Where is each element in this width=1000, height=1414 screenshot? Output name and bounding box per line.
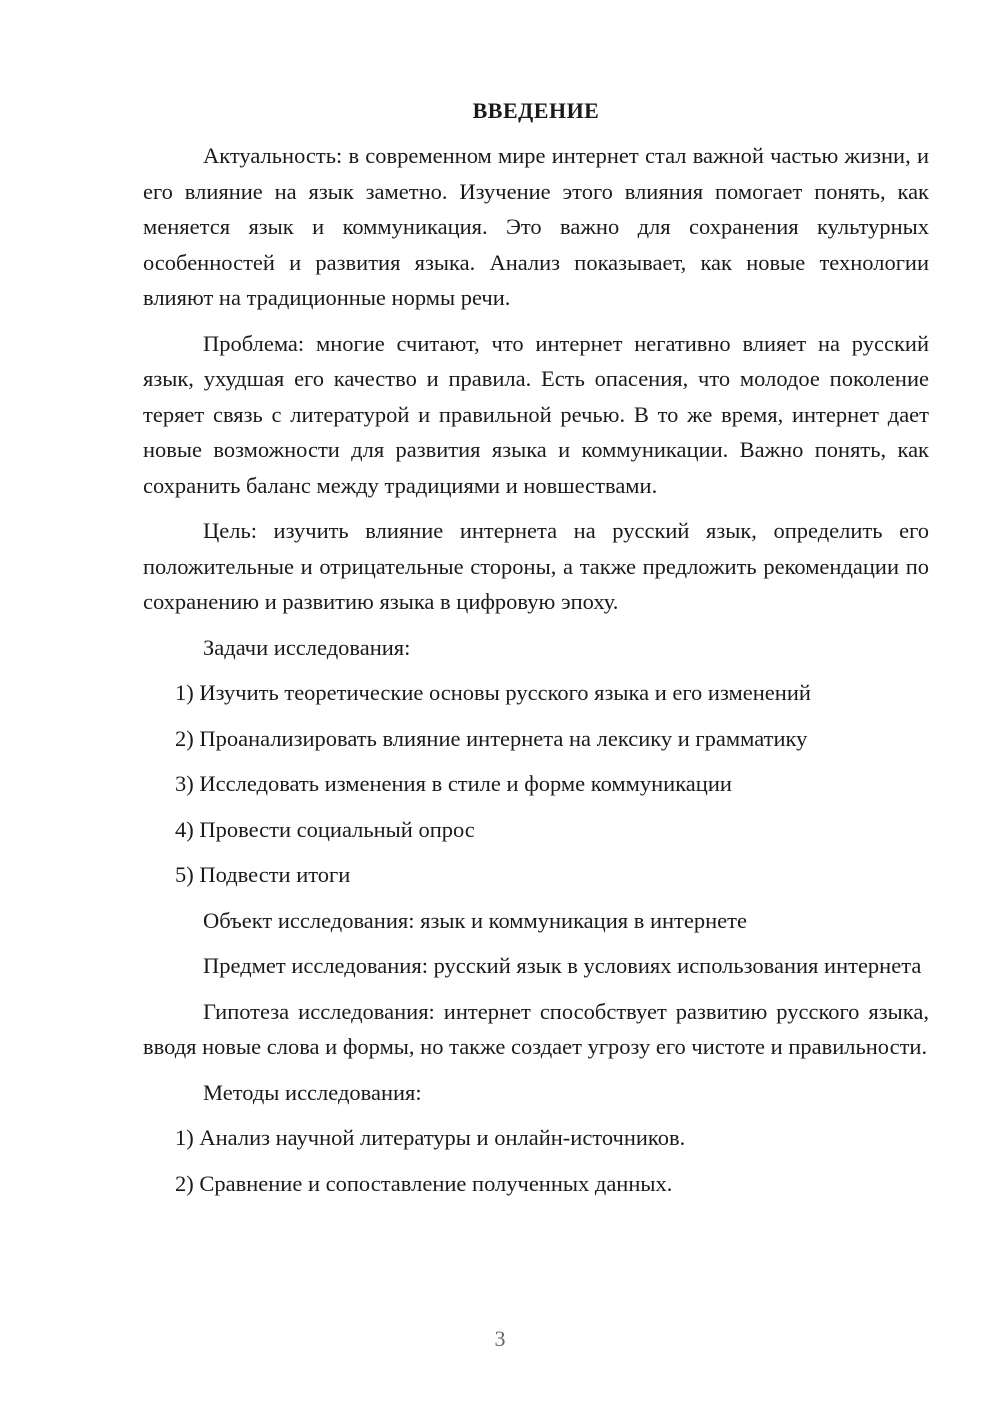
methods-heading: Методы исследования:: [203, 1079, 422, 1105]
list-item: 2) Сравнение и сопоставление полученных данных.: [175, 1170, 673, 1196]
page-number: 3: [494, 1326, 506, 1351]
tasks-heading: Задачи исследования:: [203, 634, 411, 660]
methods-list: [143, 1120, 929, 1201]
subject-paragraph: Предмет исследования: русский язык в условиях использования интернета: [203, 953, 922, 978]
list-item: 1) Анализ научной литературы и онлайн-источников.: [175, 1125, 686, 1150]
hypothesis-paragraph: Гипотеза исследования: интернет способствует развитию русского языка, вводя новые слова и формы, но также создает угрозу его чистоте и правильности.: [143, 998, 929, 1059]
list-item: 5) Подвести итоги: [175, 862, 351, 887]
page-title: ВВЕДЕНИЕ: [472, 98, 600, 123]
list-item: 1) Изучить теоретические основы русского языка и его изменений: [175, 680, 811, 705]
list-item: 3) Исследовать изменения в стиле и форме коммуникации: [175, 771, 732, 796]
problem-paragraph: Проблема: многие считают, что интернет негативно влияет на русский язык, ухудшая его качество и правила. Есть опасения, что молодое поколение теряет связь с литературой и правильной речью. В то же время, интернет дает новые возможности для развития языка и коммуникации. Важно понять, как сохранить баланс между традициями и новшествами.: [143, 330, 929, 498]
tasks-list: [143, 675, 929, 893]
goal-paragraph: Цель: изучить влияние интернета на русский язык, определить его положительные и отрицательные стороны, а также предложить рекомендации по сохранению и развитию языка в цифровую эпоху.: [143, 518, 929, 614]
object-line: Объект исследования: язык и коммуникация в интернете: [203, 907, 747, 933]
document-page: [143, 96, 929, 1211]
relevance-paragraph: Актуальность: в современном мире интернет стал важной частью жизни, и его влияние на язык заметно. Изучение этого влияния помогает понять, как меняется язык и коммуникация. Это важно для сохранения культурных особенностей и развития языка. Анализ показывает, как новые технологии влияют на традиционные нормы речи.: [143, 143, 929, 310]
list-item: 4) Провести социальный опрос: [175, 816, 475, 842]
list-item: 2) Проанализировать влияние интернета на лексику и грамматику: [175, 725, 808, 751]
